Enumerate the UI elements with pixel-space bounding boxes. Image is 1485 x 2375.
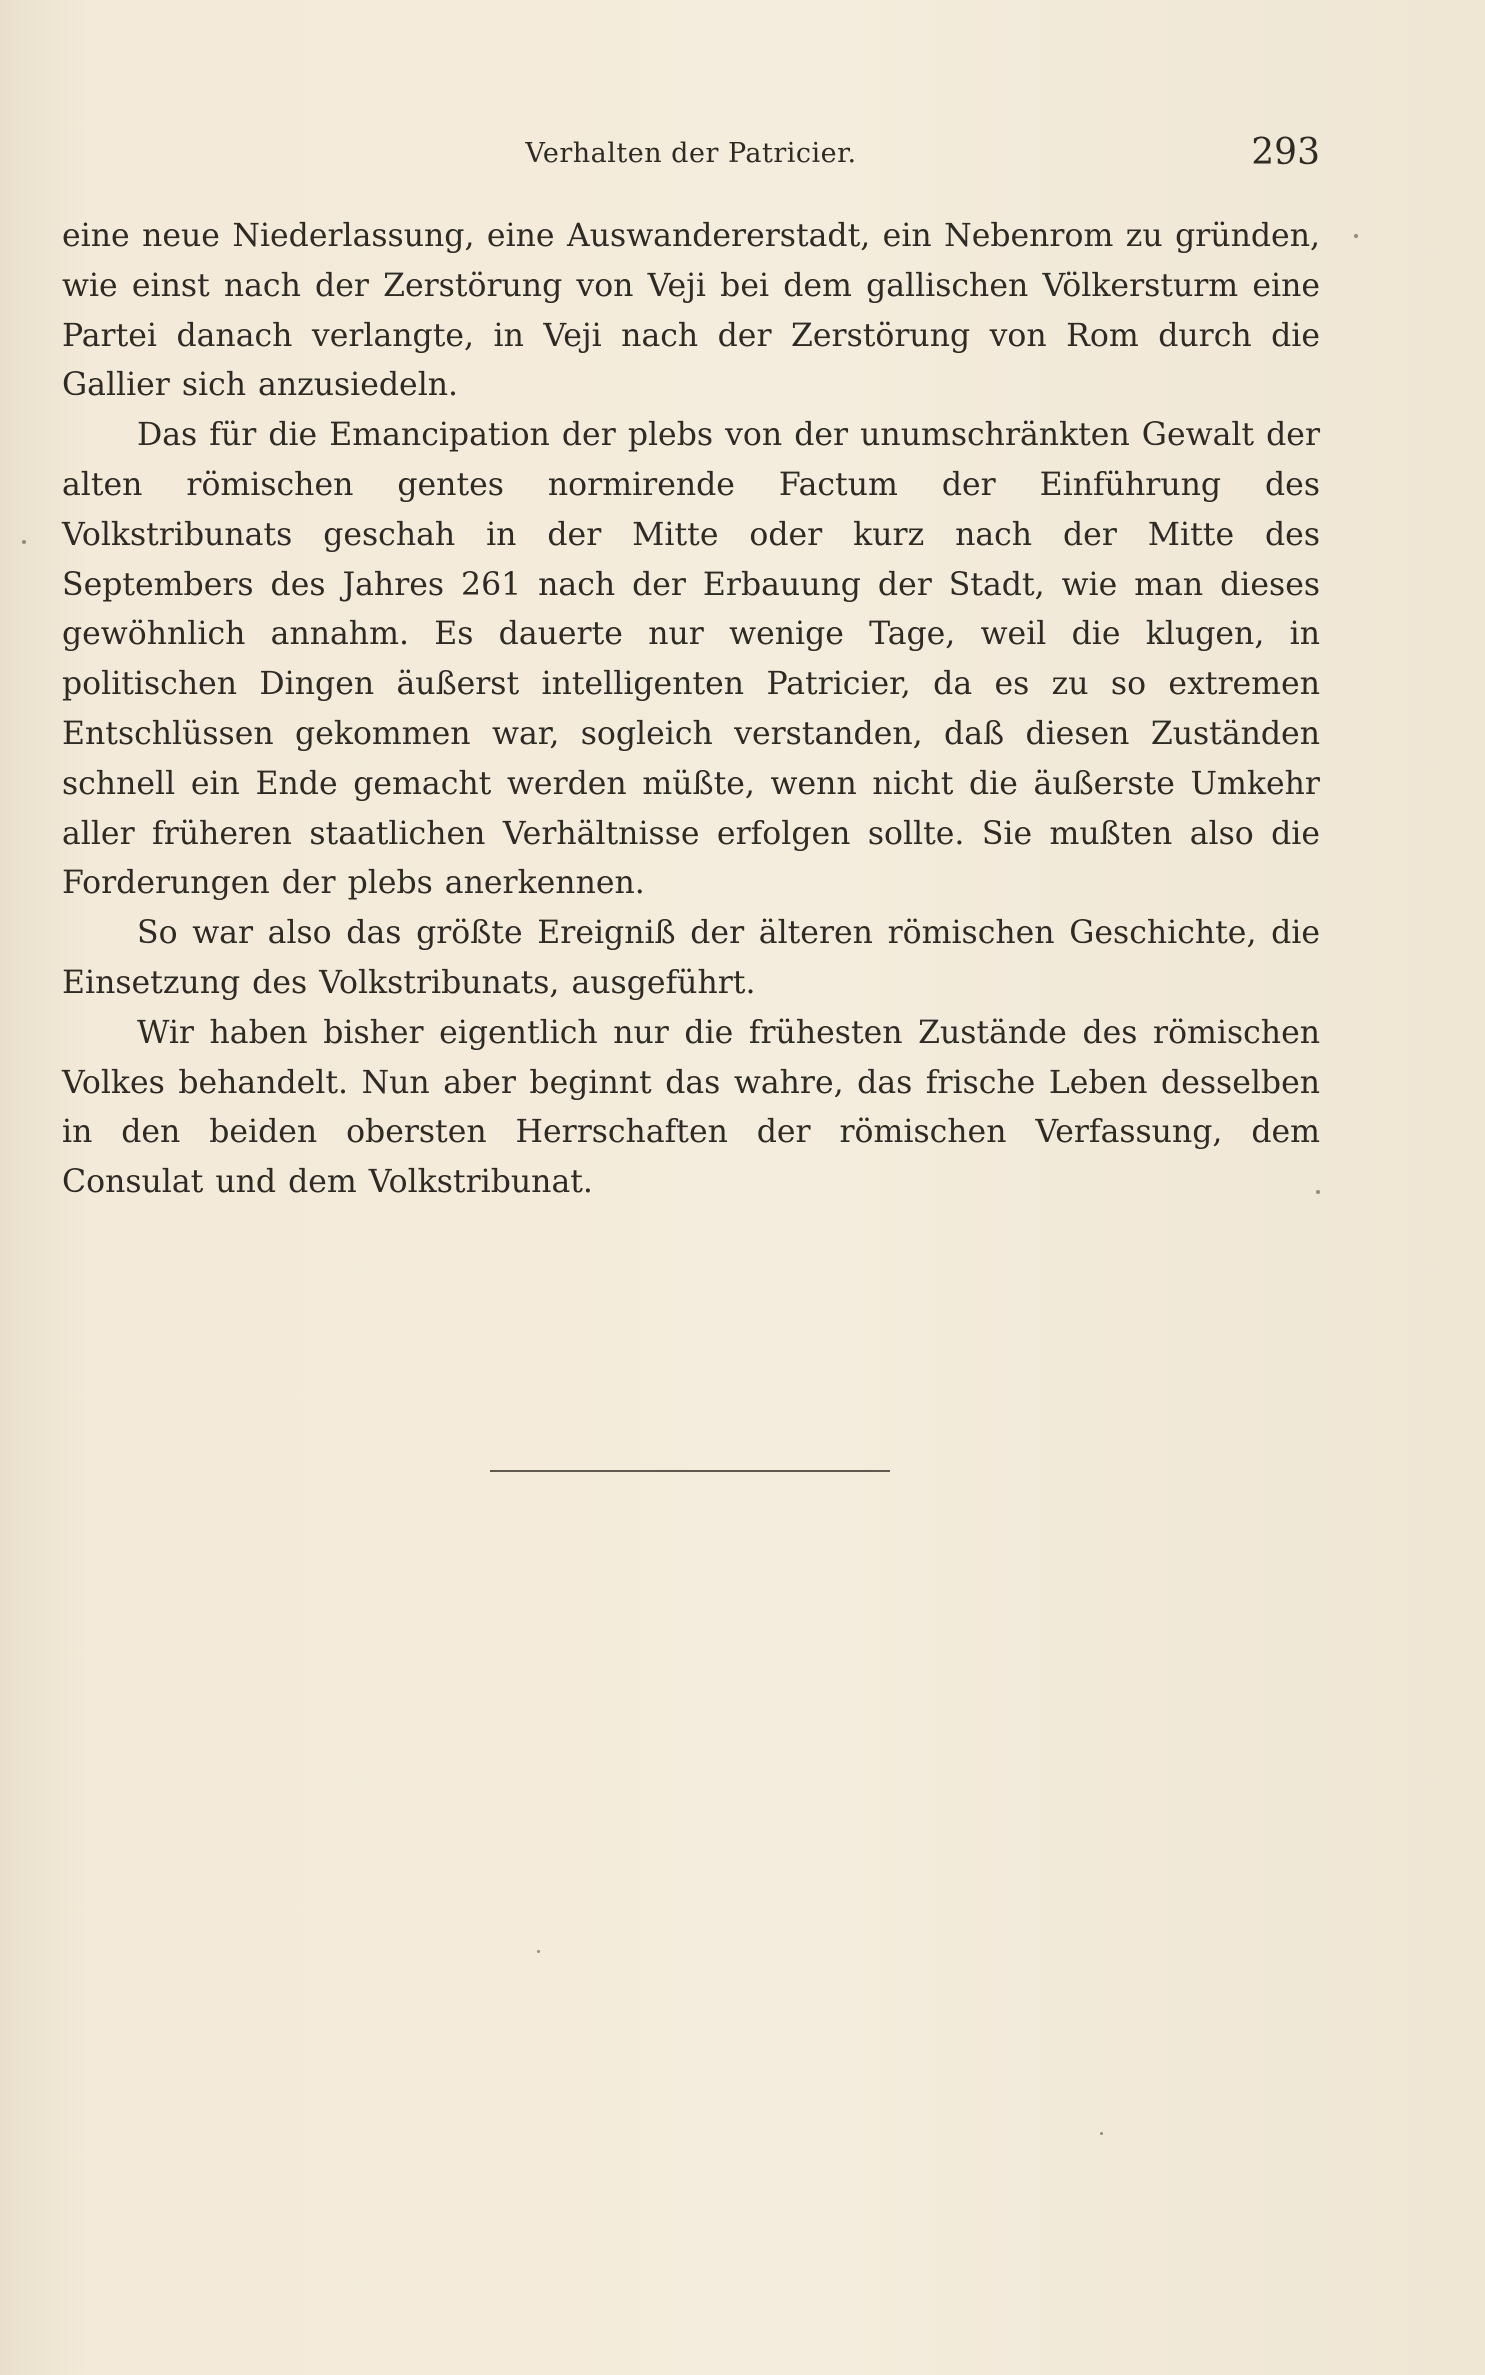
paragraph-3: So war also das größte Ereigniß der älteren römischen Geschichte, die Einsetzung des Volkstribunats, ausgeführt.	[62, 915, 1320, 1001]
paragraph-2: Das für die Emancipation der plebs von der unumschränkten Gewalt der alten römischen gentes normirende Factum der Einführung des Volkstribunats geschah in der Mitte oder kurz nach der Mitte des Septembers des Jahres 261 nach der Erbauung der Stadt, wie man dieses gewöhnlich annahm. Es dauerte nur wenige Tage, weil die klugen, in politischen Dingen äußerst intelligenten Patricier, da es zu so extremen Entschlüssen gekommen war, sogleich verstanden, daß diesen Zuständen schnell ein Ende gemacht werden müßte, wenn nicht die äußerste Umkehr aller früheren staatlichen Verhältnisse erfolgen sollte. Sie mußten also die Forderungen der plebs anerkennen.	[62, 417, 1320, 902]
paper-speck	[1316, 1190, 1320, 1194]
paper-speck	[1100, 2132, 1103, 2135]
page-number: 293	[1251, 132, 1320, 173]
running-title: Verhalten der Patricier.	[525, 138, 857, 169]
section-end-rule	[490, 1470, 890, 1472]
paper-speck	[537, 1950, 540, 1953]
page-header	[62, 132, 1320, 182]
paragraph-1: eine neue Niederlassung, eine Auswandererstadt, ein Nebenrom zu gründen, wie einst nach der Zerstörung von Veji bei dem gallischen Völkersturm eine Partei danach verlangte, in Veji nach der Zerstörung von Rom durch die Gallier sich anzusiedeln.	[62, 218, 1320, 404]
paragraph-4: Wir haben bisher eigentlich nur die frühesten Zustände des römischen Volkes behandelt. Nun aber beginnt das wahre, das frische Leben desselben in den beiden obersten Herrschaften der römischen Verfassung, dem Consulat und dem Volkstribunat.	[62, 1014, 1320, 1201]
body-text	[62, 212, 1320, 1208]
paper-speck	[22, 540, 26, 544]
paper-speck	[1354, 234, 1358, 238]
